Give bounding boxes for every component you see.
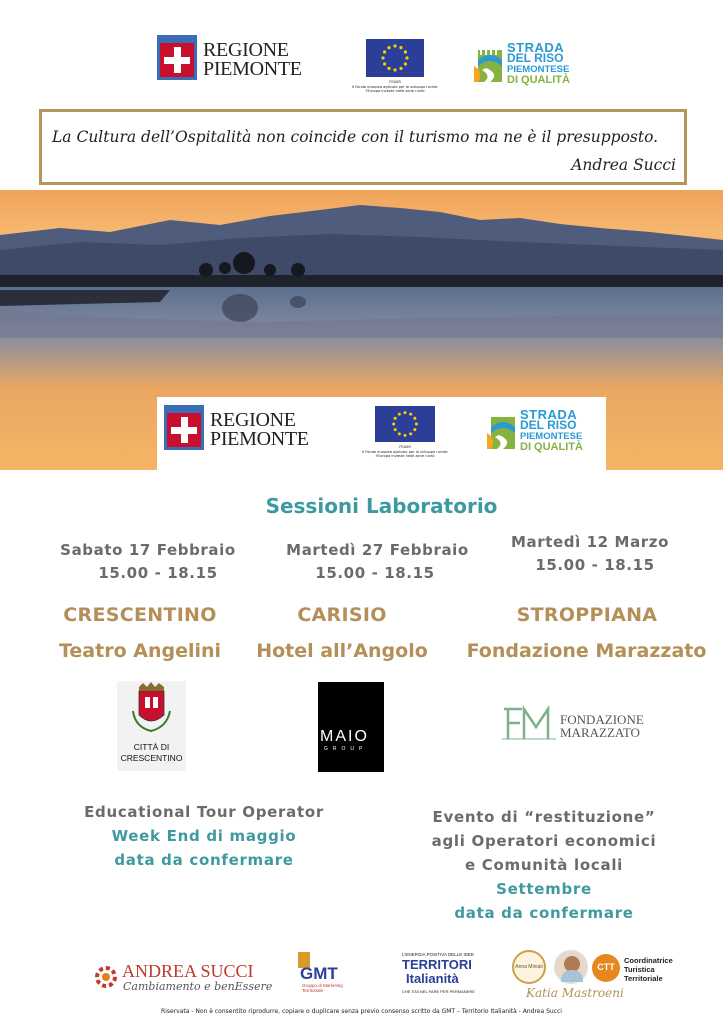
session-2-venue: Hotel all’Angolo — [256, 640, 428, 662]
partner-logo-card — [157, 397, 606, 470]
session-3-date: Martedì 12 Marzo — [510, 533, 670, 551]
quote-author: Andrea Succi — [571, 156, 676, 174]
session-3-city: STROPPIANA — [516, 604, 658, 626]
katia-signature: Katia Mastroeni — [526, 986, 624, 1000]
strada-riso-logo — [474, 42, 570, 86]
regione-line2: PIEMONTE — [203, 58, 302, 80]
regione-line1: REGIONE — [210, 409, 296, 431]
ctt-mark-text: CTT — [597, 962, 615, 972]
educational-line1: Educational Tour Operator — [84, 803, 324, 821]
session-2-date: Martedì 27 Febbraio — [286, 541, 469, 559]
territori-top: L'ENERGIA POSITIVA DELLE IDEE — [402, 952, 475, 957]
anna-miniati-badge-text: Anna Miniati — [515, 964, 543, 970]
session-1-date: Sabato 17 Febbraio — [60, 541, 236, 559]
strada-line4: DI QUALITÀ — [507, 74, 570, 86]
session-1-city: CRESCENTINO — [63, 604, 217, 626]
piemonte-flag-icon — [157, 40, 197, 80]
evento-line5: data da confermare — [454, 904, 634, 922]
territori-line2: Italianità — [406, 971, 459, 986]
session-1-venue: Teatro Angelini — [58, 640, 222, 662]
ctt-logo — [512, 948, 682, 1006]
strada-line3: PIEMONTESE — [520, 431, 583, 442]
educational-line2: Week End di maggio — [111, 827, 297, 845]
eu-caption-line1: FEASR — [399, 445, 411, 449]
regione-piemonte-logo — [157, 40, 302, 80]
ctt-mark — [592, 954, 620, 982]
eu-caption-line3: l'Europa investe nelle zone rurali — [375, 454, 435, 458]
strada-riso-mark-icon — [487, 413, 517, 449]
strada-line4: DI QUALITÀ — [520, 441, 583, 453]
quote-text: La Cultura dell’Ospitalità non coincide con il turismo ma ne è il presupposto. — [52, 128, 659, 146]
fondazione-logo-line1: FONDAZIONE — [560, 712, 644, 727]
fondazione-logo-line2: MARAZZATO — [560, 725, 640, 740]
strada-riso-logo-small — [487, 409, 583, 453]
portrait-avatar — [554, 950, 588, 984]
gear-icon — [92, 963, 120, 991]
quote-box — [39, 109, 687, 185]
evento-line4: Settembre — [496, 880, 592, 898]
strada-line1: STRADA — [507, 40, 565, 55]
session-2-city: CARISIO — [297, 604, 387, 626]
maio-logo-line2: GROUP — [324, 746, 368, 752]
piemonte-flag-icon — [164, 410, 204, 450]
crescentino-logo-line2: CRESCENTINO — [120, 753, 183, 763]
fondazione-marazzato-logo — [500, 703, 660, 743]
crescentino-logo — [117, 681, 186, 771]
sessions-title: Sessioni Laboratorio — [265, 494, 498, 518]
territori-line1: TERRITORI — [402, 957, 472, 972]
eu-caption-line2: Il Fondo europeo agricolo per lo sviluppo rurale: — [362, 449, 449, 454]
strada-line3: PIEMONTESE — [507, 64, 570, 75]
footer-disclaimer: Riservata - Non è consentito riprodurre, copiare o duplicare senza previo consenso scritto da GMT – Territorio Italianità - Andrea Succi — [161, 1008, 562, 1015]
gmt-name: GMT — [300, 964, 338, 983]
session-3-time: 15.00 - 18.15 — [535, 556, 655, 574]
evento-line1: Evento di “restituzione” — [432, 808, 656, 826]
eu-feasr-logo — [352, 39, 438, 94]
strada-line2: DEL RISO — [507, 51, 564, 65]
crescentino-crest-icon — [117, 681, 186, 739]
gmt-tagline: Gruppo di Marketing Territoriale — [302, 983, 343, 993]
regione-piemonte-logo-small — [164, 410, 309, 450]
territori-bottom: CHE STA NEL FARE PER PERMANERE — [402, 989, 475, 994]
session-2-time: 15.00 - 18.15 — [315, 564, 435, 582]
ctt-line1: Coordinatrice — [624, 956, 673, 965]
maio-logo-line1: MAIO — [320, 728, 369, 745]
maio-group-logo — [318, 682, 384, 772]
fm-monogram-icon — [500, 703, 558, 741]
strada-line2: DEL RISO — [520, 418, 577, 432]
eu-feasr-logo-small — [362, 406, 448, 459]
evento-line2: agli Operatori economici — [431, 832, 657, 850]
regione-line2: PIEMONTE — [210, 428, 309, 450]
eu-caption-line1: FEASR — [389, 80, 401, 84]
ctt-line2: Turistica — [624, 965, 655, 974]
eu-caption-line2: Il Fondo europeo agricolo per lo sviluppo rurale: — [352, 84, 439, 89]
session-1-time: 15.00 - 18.15 — [98, 564, 218, 582]
regione-line1: REGIONE — [203, 39, 289, 61]
ctt-line3: Territoriale — [624, 974, 663, 983]
andrea-succi-logo — [92, 958, 273, 998]
eu-flag-icon — [366, 39, 424, 77]
eu-flag-icon — [375, 406, 435, 442]
educational-line3: data da confermare — [114, 851, 294, 869]
session-3-venue: Fondazione Marazzato — [466, 640, 707, 662]
crescentino-logo-line1: CITTÀ DI — [133, 742, 170, 752]
strada-line1: STRADA — [520, 407, 578, 422]
evento-line3: e Comunità locali — [465, 856, 623, 874]
gmt-logo — [294, 950, 354, 998]
anna-miniati-badge — [512, 950, 546, 984]
eu-caption-line3: l'Europa investe nelle zone rurali — [365, 89, 425, 93]
succi-tagline: Cambiamento e benEssere — [123, 980, 273, 993]
territori-italianita-logo — [402, 952, 474, 998]
succi-name: ANDREA SUCCI — [122, 961, 254, 981]
strada-riso-mark-icon — [474, 46, 504, 82]
